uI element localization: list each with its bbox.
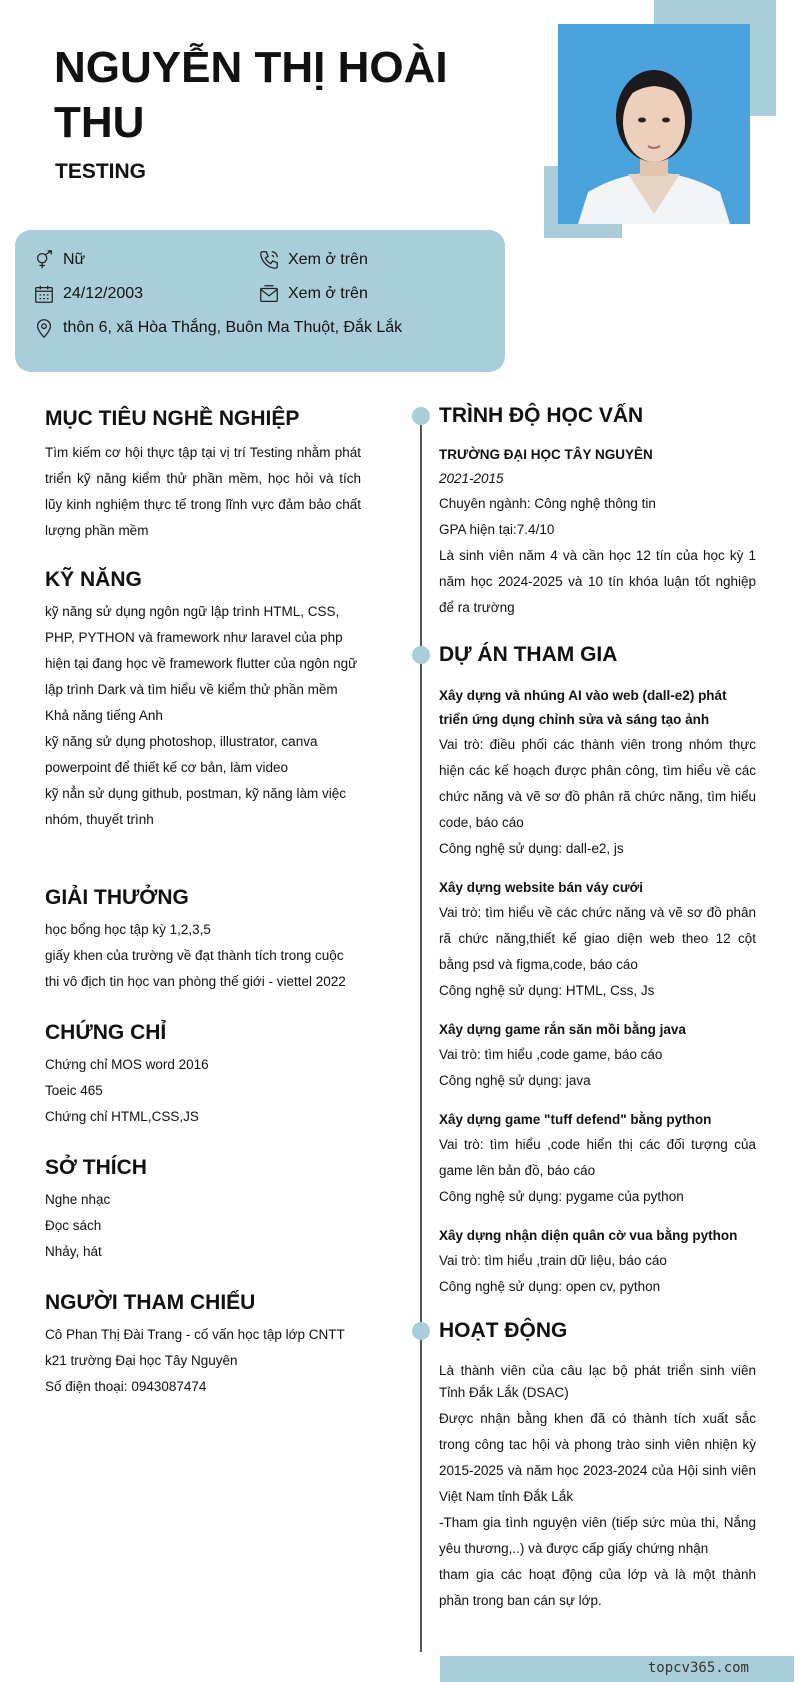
phone-value: Xem ở trên <box>288 251 368 268</box>
location-pin-icon <box>33 317 55 339</box>
project-item <box>439 1018 756 1094</box>
objective-text: Tìm kiếm cơ hội thực tập tại vị trí Testing nhằm phát triển kỹ năng kiểm thử phần mềm, học hỏi và tích lũy kinh nghiệm thực tế trong lĩnh vực đảm bảo chất lượng phần mềm <box>45 445 361 538</box>
references-section <box>45 1290 361 1400</box>
projects-heading: DỰ ÁN THAM GIA <box>439 643 618 666</box>
project-name: Xây dựng và nhúng AI vào web (dall-e2) phát triển ứng dụng chỉnh sửa và sáng tạo ảnh <box>439 688 727 727</box>
project-tech: Công nghệ sử dụng: java <box>439 1073 591 1088</box>
activity-line: Là thành viên của câu lạc bộ phát triển sinh viên Tỉnh Đắk Lắk (DSAC) <box>439 1363 756 1400</box>
project-role: Vai trò: điều phối các thành viên trong nhóm thực hiện các kế hoạch được phân công, tìm hiểu về các chức năng và vẽ sơ đồ phân rã chức năng, tìm hiểu code, báo cáo <box>439 737 756 830</box>
dob-value: 24/12/2003 <box>63 285 144 302</box>
projects-section <box>439 642 756 1300</box>
award-line: học bổng học tập kỳ 1,2,3,5 <box>45 922 211 937</box>
reference-line: Số điện thoại: 0943087474 <box>45 1379 207 1394</box>
skills-heading: KỸ NĂNG <box>45 568 142 591</box>
certificate-line: Toeic 465 <box>45 1083 103 1098</box>
certificates-heading: CHỨNG CHỈ <box>45 1021 167 1044</box>
certificates-section <box>45 1020 361 1130</box>
candidate-position: TESTING <box>55 160 147 183</box>
candidate-name: NGUYỄN THỊ HOÀI THU <box>54 43 448 147</box>
email-value: Xem ở trên <box>288 285 368 302</box>
activity-line: tham gia các hoạt động của lớp và là một thành phần trong ban cán sự lớp. <box>439 1567 756 1608</box>
project-tech: Công nghệ sử dụng: pygame của python <box>439 1189 684 1204</box>
hobbies-section <box>45 1155 361 1265</box>
activities-heading: HOẠT ĐỘNG <box>439 1319 568 1342</box>
profile-photo-illustration <box>558 24 750 224</box>
footer-bar <box>440 1656 794 1682</box>
skills-section <box>45 567 361 833</box>
project-name: Xây dựng game rắn săn mồi bằng java <box>439 1022 686 1037</box>
skill-line: kỹ năng sử dụng photoshop, illustrator, canva powerpoint để thiết kế cơ bản, làm video <box>45 734 318 775</box>
activities-section <box>439 1318 756 1614</box>
calendar-icon <box>33 283 55 305</box>
hobby-line: Nhảy, hát <box>45 1244 102 1259</box>
education-heading: TRÌNH ĐỘ HỌC VẤN <box>439 404 644 427</box>
timeline-dot <box>412 407 430 425</box>
awards-heading: GIẢI THƯỞNG <box>45 886 189 909</box>
objective-section <box>45 406 361 544</box>
education-section <box>439 403 756 621</box>
school-name: TRƯỜNG ĐẠI HỌC TÂY NGUYÊN <box>439 447 653 462</box>
hobby-line: Đọc sách <box>45 1218 102 1233</box>
footer-watermark: topcv365.com <box>647 1660 749 1676</box>
education-line: Chuyên ngành: Công nghệ thông tin <box>439 496 656 511</box>
project-tech: Công nghệ sử dụng: open cv, python <box>439 1279 661 1294</box>
education-period: 2021-2015 <box>439 471 504 486</box>
award-line: giấy khen của trường về đạt thành tích trong cuộc thi vô địch tin học van phòng thế giới - viettel 2022 <box>45 948 346 989</box>
awards-section <box>45 885 361 995</box>
project-name: Xây dựng nhận diện quân cờ vua bằng python <box>439 1228 738 1243</box>
skill-line: kỹ nẳn sử dụng github, postman, kỹ năng làm việc nhóm, thuyết trình <box>45 786 346 827</box>
gender-icon <box>33 249 55 271</box>
hobbies-heading: SỞ THÍCH <box>45 1156 147 1179</box>
activity-line: -Tham gia tình nguyện viên (tiếp sức mùa thi, Nắng yêu thương,..) và được cấp giấy chứng nhận <box>439 1515 756 1556</box>
gender-value: Nữ <box>63 251 86 268</box>
contact-email <box>258 283 368 305</box>
project-name: Xây dựng game "tuff defend" bằng python <box>439 1112 712 1127</box>
project-role: Vai trò: tìm hiểu ,code hiển thị các đối tượng của game lên bản đồ, báo cáo <box>439 1137 756 1178</box>
project-name: Xây dựng website bán váy cưới <box>439 880 643 895</box>
project-role: Vai trò: tìm hiểu ,code game, báo cáo <box>439 1047 663 1062</box>
timeline-line <box>420 410 422 1652</box>
references-heading: NGƯỜI THAM CHIẾU <box>45 1291 256 1314</box>
reference-line: Cô Phan Thị Đài Trang - cố vấn học tập lớp CNTT k21 trường Đại học Tây Nguyên <box>45 1327 345 1368</box>
project-role: Vai trò: tìm hiểu về các chức năng và vẽ sơ đồ phân rã chức năng,thiết kế giao diện web theo 12 cột bằng psd và figma,code, báo cáo <box>439 905 756 972</box>
hobby-line: Nghe nhạc <box>45 1192 111 1207</box>
project-item <box>439 1108 756 1210</box>
certificate-line: Chứng chỉ HTML,CSS,JS <box>45 1109 199 1124</box>
contact-gender <box>33 249 85 271</box>
contact-phone <box>258 249 368 271</box>
contact-address <box>33 317 402 339</box>
education-line: GPA hiện tại:7.4/10 <box>439 522 555 537</box>
skill-line: kỹ năng sử dụng ngôn ngữ lập trình HTML, CSS, PHP, PYTHON và framework như laravel của php hiện tại đang học về framework flutter của ngôn ngữ lập trình Dark và tìm hiểu về kiểm thử phần mềm <box>45 604 358 697</box>
project-item <box>439 684 756 862</box>
contact-dob <box>33 283 143 305</box>
project-item <box>439 876 756 1004</box>
project-item <box>439 1224 756 1300</box>
education-line: Là sinh viên năm 4 và cần học 12 tín của học kỳ 1 năm học 2024-2025 và 10 tín khóa luận tốt nghiệp để ra trường <box>439 548 756 615</box>
objective-heading: MỤC TIÊU NGHỀ NGHIỆP <box>45 407 300 430</box>
project-role: Vai trò: tìm hiểu ,train dữ liệu, báo cáo <box>439 1253 667 1268</box>
skill-line: Khả năng tiếng Anh <box>45 708 163 723</box>
address-value: thôn 6, xã Hòa Thắng, Buôn Ma Thuột, Đắk Lắk <box>63 319 403 336</box>
mail-icon <box>258 283 280 305</box>
contact-box <box>15 230 505 372</box>
phone-icon <box>258 249 280 271</box>
certificate-line: Chứng chỉ MOS word 2016 <box>45 1057 209 1072</box>
timeline-dot <box>412 646 430 664</box>
activity-line: Được nhận bằng khen đã có thành tích xuất sắc trong công tac hội và phong trào sinh viên nhiện kỳ 2015-2025 và năm học 2023-2024 của Hội sinh viên Việt Nam tỉnh Đắk Lắk <box>439 1411 756 1504</box>
timeline-dot <box>412 1322 430 1340</box>
project-tech: Công nghệ sử dụng: dall-e2, js <box>439 841 624 856</box>
profile-photo <box>558 24 750 224</box>
project-tech: Công nghệ sử dụng: HTML, Css, Js <box>439 983 655 998</box>
